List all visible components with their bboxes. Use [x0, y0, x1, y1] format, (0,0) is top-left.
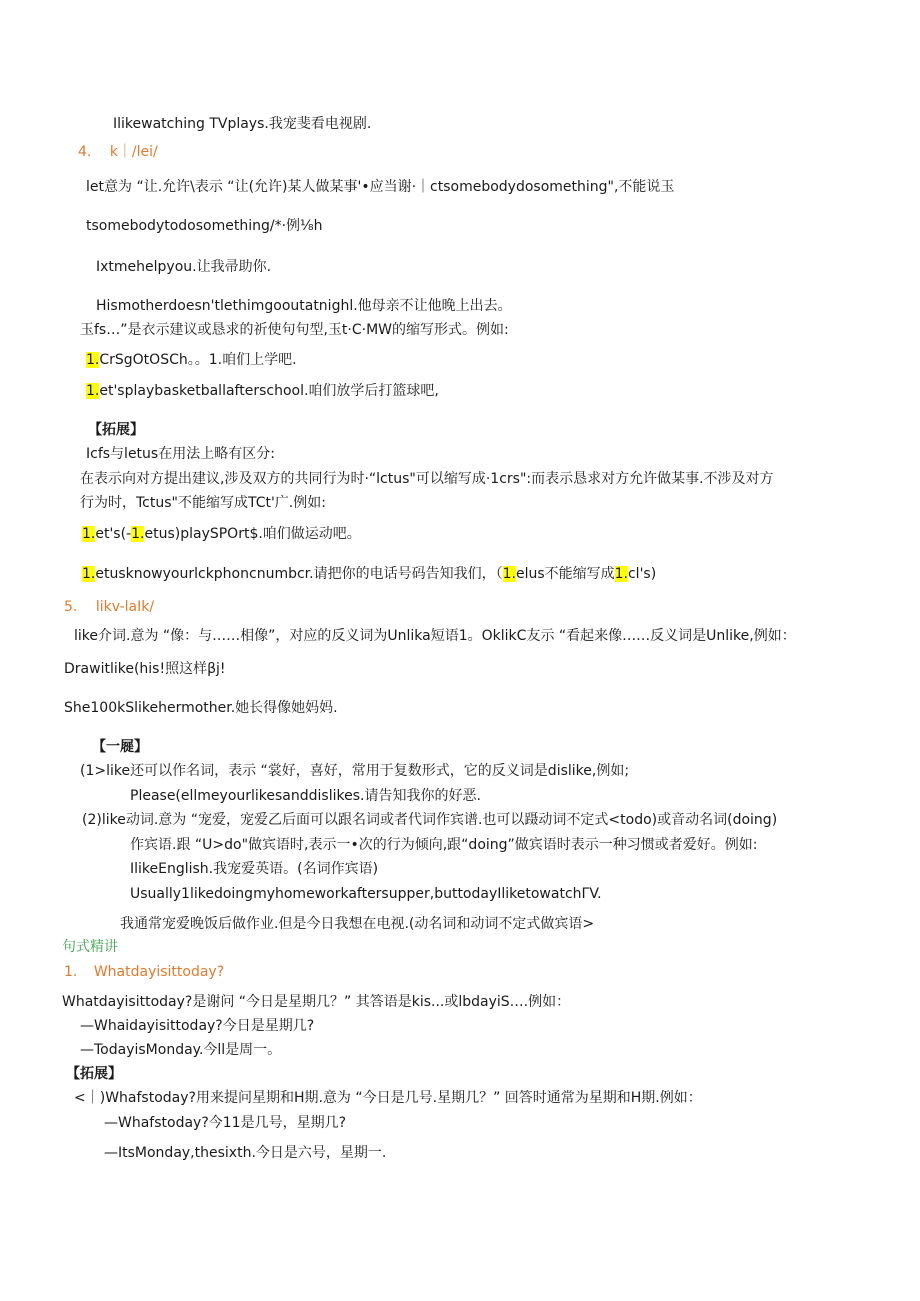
example-line: Usually1likedoingmyhomeworkaftersupper,buttodayIliketowatchΓV. — [130, 886, 602, 902]
example-line: —Whaidayisittoday?今日是星期几? — [80, 1018, 315, 1034]
highlight-mark: 1. — [82, 526, 96, 542]
text-line: 在表示向对方提出建议,涉及双方的共同行为时·“lctus"可以缩写成·1crs":而表示恳求对方允许做某事.不涉及对方 — [80, 471, 774, 487]
text-line: 行为时，Tctus"不能缩写成TCt'广.例如: — [80, 495, 326, 511]
example-line: Hismotherdoesn'tlethimgooutatnighl.他母亲不让他晚上出去。 — [96, 298, 512, 314]
example-line — [82, 564, 656, 584]
highlight-mark: 1. — [131, 526, 145, 542]
list-number: 5. — [64, 599, 78, 615]
list-heading-text: k｜/lei/ — [109, 144, 158, 160]
list-heading — [64, 597, 154, 617]
text-line: Whatdayisittoday?是谢问 “今日是星期几？” 其答语是kis...或lbdayiS….例如： — [62, 994, 571, 1010]
highlight-mark: 1. — [614, 566, 628, 582]
highlight-mark: 1. — [86, 352, 100, 368]
text-line: (1>like还可以作名词，表示 “裳好，喜好，常用于复数形式，它的反义词是dislike,例如; — [80, 763, 630, 779]
text-line: 作宾语.跟 “U>do"做宾语时,表示一•次的行为倾向,跟“doing”做宾语时表示一种习惯或者爱好。例如: — [130, 837, 758, 853]
example-line: Ixtmehelpyou.让我帚助你. — [96, 259, 272, 275]
list-number: 4. — [78, 144, 92, 160]
example-line: —TodayisMonday.今ll是周一。 — [80, 1042, 282, 1058]
example-text: elus不能缩写成 — [515, 566, 615, 582]
highlight-mark: 1. — [82, 566, 96, 582]
list-number: 1. — [64, 964, 78, 980]
example-text: et'splaybasketballafterschool.咱们放学后打篮球吧, — [99, 383, 439, 399]
section-heading: 【拓展】 — [88, 422, 144, 438]
text-line: Ilikewatching TVplays.我宠斐看电视剧. — [113, 116, 372, 132]
example-line — [82, 524, 361, 544]
example-line: —Whafstoday?今11是几号，星期几? — [104, 1115, 346, 1131]
text-line: <｜)Whafstoday?用来提问星期和H期.意为 “今日是几号.星期几？” 回答时通常为星期和H期.例如： — [74, 1090, 702, 1106]
list-heading-text: likv-laIk/ — [95, 599, 155, 615]
example-line: 我通常宠爱晚饭后做作业.但是今日我想在电视.(动名词和动词不定式做宾语> — [120, 916, 595, 932]
example-line: She100kSlikehermother.她长得像她妈妈. — [64, 700, 338, 716]
text-line: Icfs与letus在用法上略有区分: — [86, 446, 275, 462]
example-line: Please(ellmeyourlikesanddislikes.请告知我你的好恶. — [130, 788, 481, 804]
example-line — [86, 381, 439, 401]
section-heading: 【拓展】 — [66, 1066, 122, 1082]
example-line — [86, 350, 297, 370]
text-line: 玉fs…”是衣示建议或恳求的祈使句句型,玉t·C·MW的缩写形式。例如: — [80, 322, 509, 338]
list-heading — [78, 142, 158, 162]
section-title: 句式精讲 — [62, 939, 118, 955]
example-line: IlikeEnglish.我宠爱英语。(名词作宾语) — [130, 861, 379, 877]
text-line: let意为 “让.允许\表示 “让(允许)某人做某事'•应当谢·｜ctsomebodydosomething",不能说玉 — [86, 179, 675, 195]
example-text: etusknowyourlckphoncnumbcr.请把你的电话号码告知我们，（ — [95, 566, 503, 582]
example-text: cl's) — [627, 566, 657, 582]
list-heading — [64, 962, 224, 982]
example-text: etus)playSPOrt$.咱们做运动吧。 — [144, 526, 361, 542]
example-line: —ItsMonday,thesixth.今日是六号，星期一. — [104, 1145, 387, 1161]
section-heading: 【一屣】 — [92, 739, 148, 755]
text-line: like介词.意为 “像：与……相像”，对应的反义词为Unlika短语1。OklikC友示 “看起来像……反义词是Unlike,例如： — [74, 628, 796, 644]
example-text: CrSgOtOSCh。。1.咱们上学吧. — [99, 352, 297, 368]
list-heading-text: Whatdayisittoday? — [93, 964, 225, 980]
text-line: (2)like动词.意为 “宠爱，宠爱乙后面可以跟名词或者代词作宾谱.也可以蹑动词不定式<todo)或音动名词(doing) — [82, 812, 778, 828]
highlight-mark: 1. — [502, 566, 516, 582]
highlight-mark: 1. — [86, 383, 100, 399]
example-line: Drawitlike(his!照这样βj! — [64, 661, 226, 677]
text-line: tsomebodytodosomething/*·例⅛h — [86, 218, 323, 234]
example-text: et's(- — [95, 526, 132, 542]
